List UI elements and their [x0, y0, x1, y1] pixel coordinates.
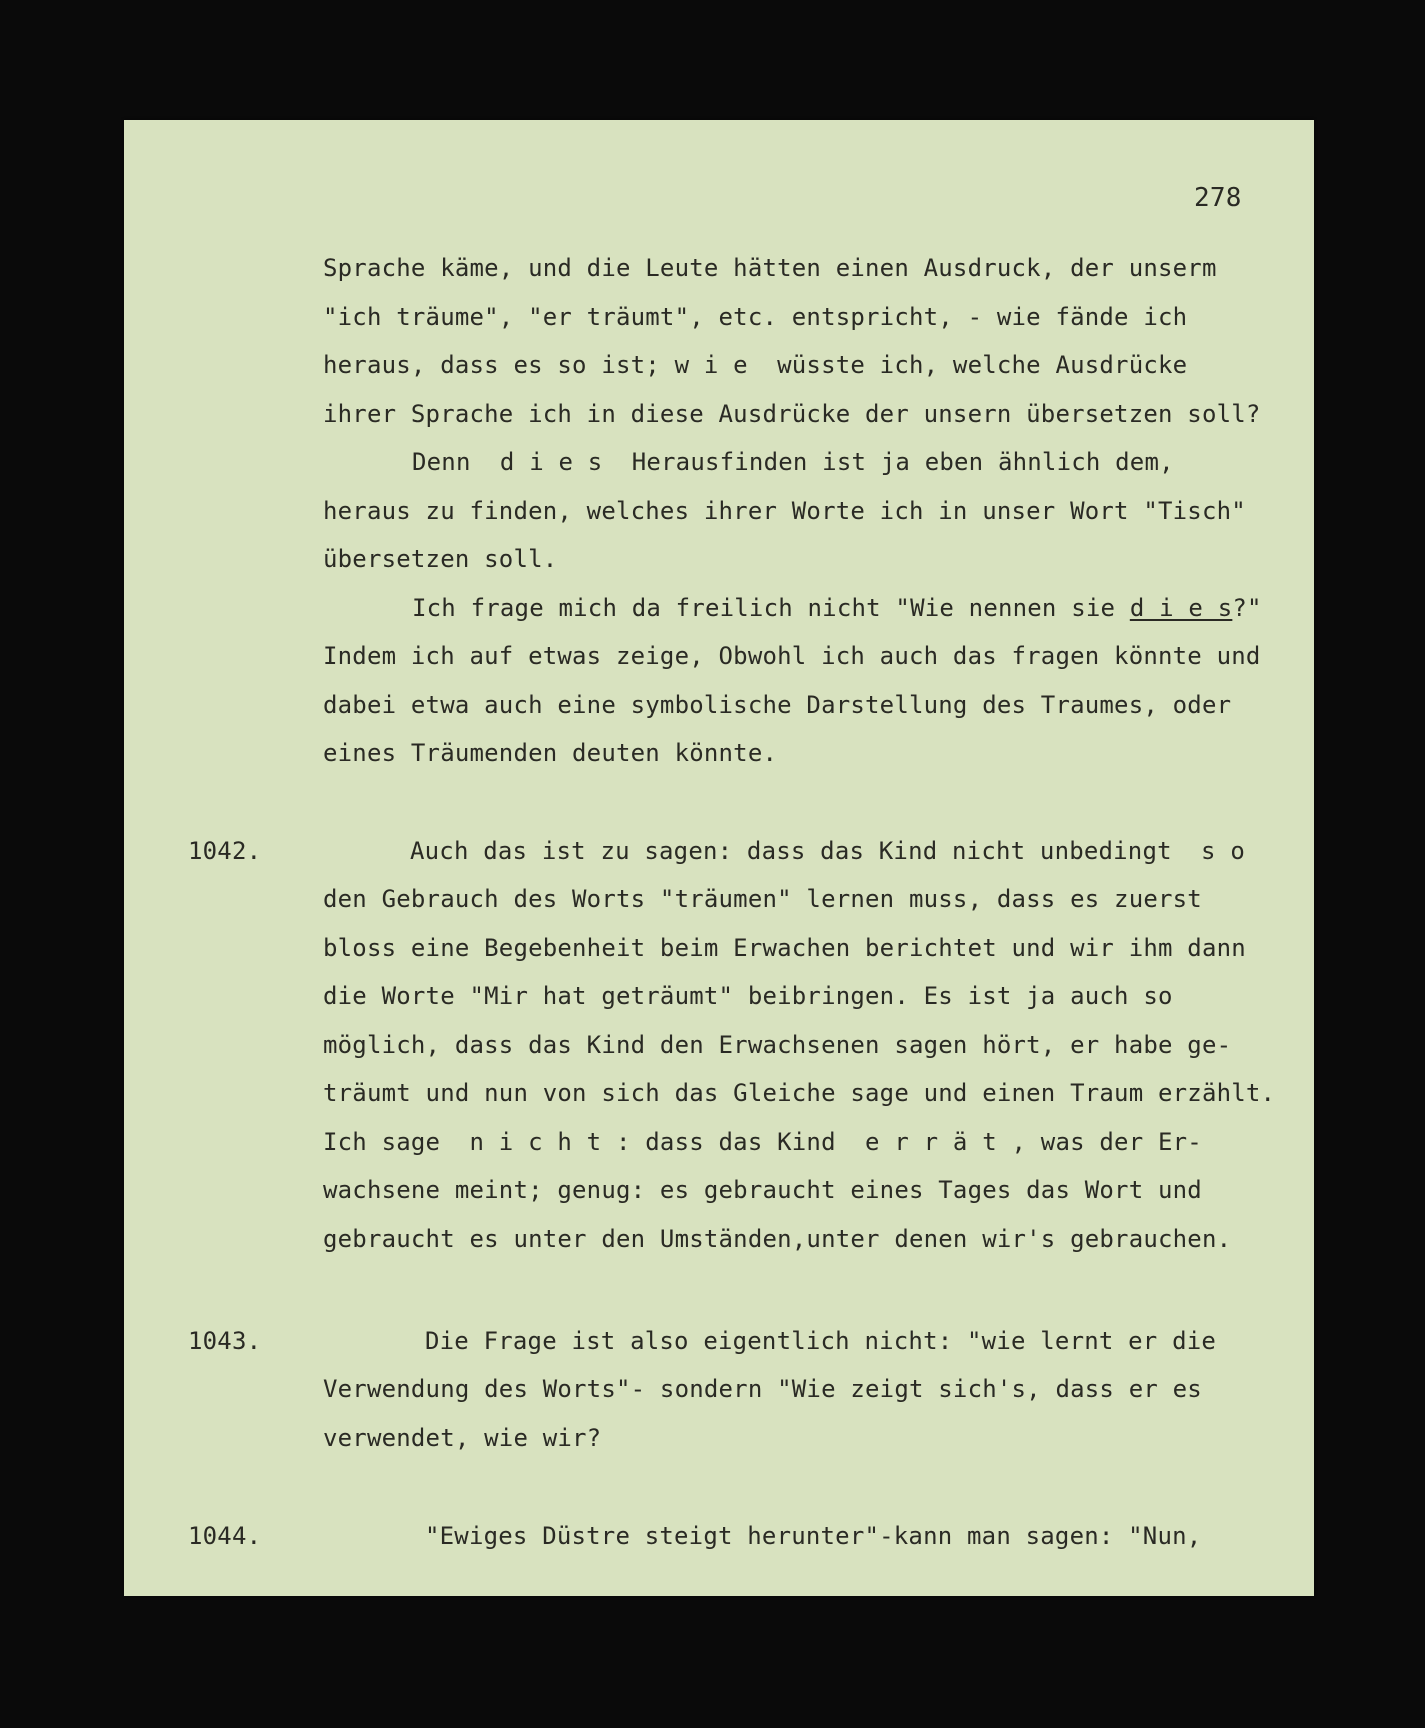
- text-line: bloss eine Begebenheit beim Erwachen berichtet und wir ihm dann: [323, 934, 1246, 962]
- section-number: 1042.: [188, 837, 262, 865]
- text-line: dabei etwa auch eine symbolische Darstellung des Traumes, oder: [323, 691, 1232, 719]
- section-number: 1043.: [188, 1327, 262, 1355]
- text-line: wachsene meint; genug: es gebraucht eines Tages das Wort und: [323, 1176, 1202, 1204]
- text-line: gebraucht es unter den Umständen,unter denen wir's gebrauchen.: [323, 1225, 1232, 1253]
- text-line: ihrer Sprache ich in diese Ausdrücke der unsern übersetzen soll?: [323, 400, 1261, 428]
- text-line: möglich, dass das Kind den Erwachsenen sagen hört, er habe ge-: [323, 1031, 1232, 1059]
- text-line: Sprache käme, und die Leute hätten einen Ausdruck, der unserm: [323, 254, 1217, 282]
- text-line: heraus zu finden, welches ihrer Worte ich in unser Wort "Tisch": [323, 497, 1246, 525]
- text-line: Ich sage n i c h t : dass das Kind e r r ä t , was der Er-: [323, 1128, 1202, 1156]
- text-line: "ich träume", "er träumt", etc. entspricht, - wie fände ich: [323, 303, 1188, 331]
- text-segment: ?": [1232, 594, 1262, 622]
- text-segment: Ich frage mich da freilich nicht "Wie nennen sie: [412, 594, 1130, 622]
- text-line: den Gebrauch des Worts "träumen" lernen muss, dass es zuerst: [323, 885, 1202, 913]
- page-number: 278: [1194, 183, 1242, 213]
- text-line: Die Frage ist also eigentlich nicht: "wie lernt er die: [425, 1327, 1217, 1355]
- spaced-emphasis: d i e s: [1129, 594, 1233, 622]
- text-line: Denn d i e s Herausfinden ist ja eben ähnlich dem,: [412, 448, 1174, 476]
- text-line: heraus, dass es so ist; w i e wüsste ich, welche Ausdrücke: [323, 351, 1188, 379]
- text-line: die Worte "Mir hat geträumt" beibringen. Es ist ja auch so: [323, 982, 1173, 1010]
- text-line: eines Träumenden deuten könnte.: [323, 739, 778, 767]
- text-line: Verwendung des Worts"- sondern "Wie zeigt sich's, dass er es: [323, 1375, 1202, 1403]
- text-line: übersetzen soll.: [323, 545, 558, 573]
- text-line: träumt und nun von sich das Gleiche sage und einen Traum erzählt.: [323, 1079, 1276, 1107]
- text-line: Indem ich auf etwas zeige, Obwohl ich auch das fragen könnte und: [323, 642, 1261, 670]
- text-line: verwendet, wie wir?: [323, 1424, 602, 1452]
- section-number: 1044.: [188, 1522, 262, 1550]
- text-line: "Ewiges Düstre steigt herunter"-kann man sagen: "Nun,: [425, 1522, 1202, 1550]
- text-line: Auch das ist zu sagen: dass das Kind nicht unbedingt s o: [410, 837, 1246, 865]
- text-line: [412, 593, 1262, 623]
